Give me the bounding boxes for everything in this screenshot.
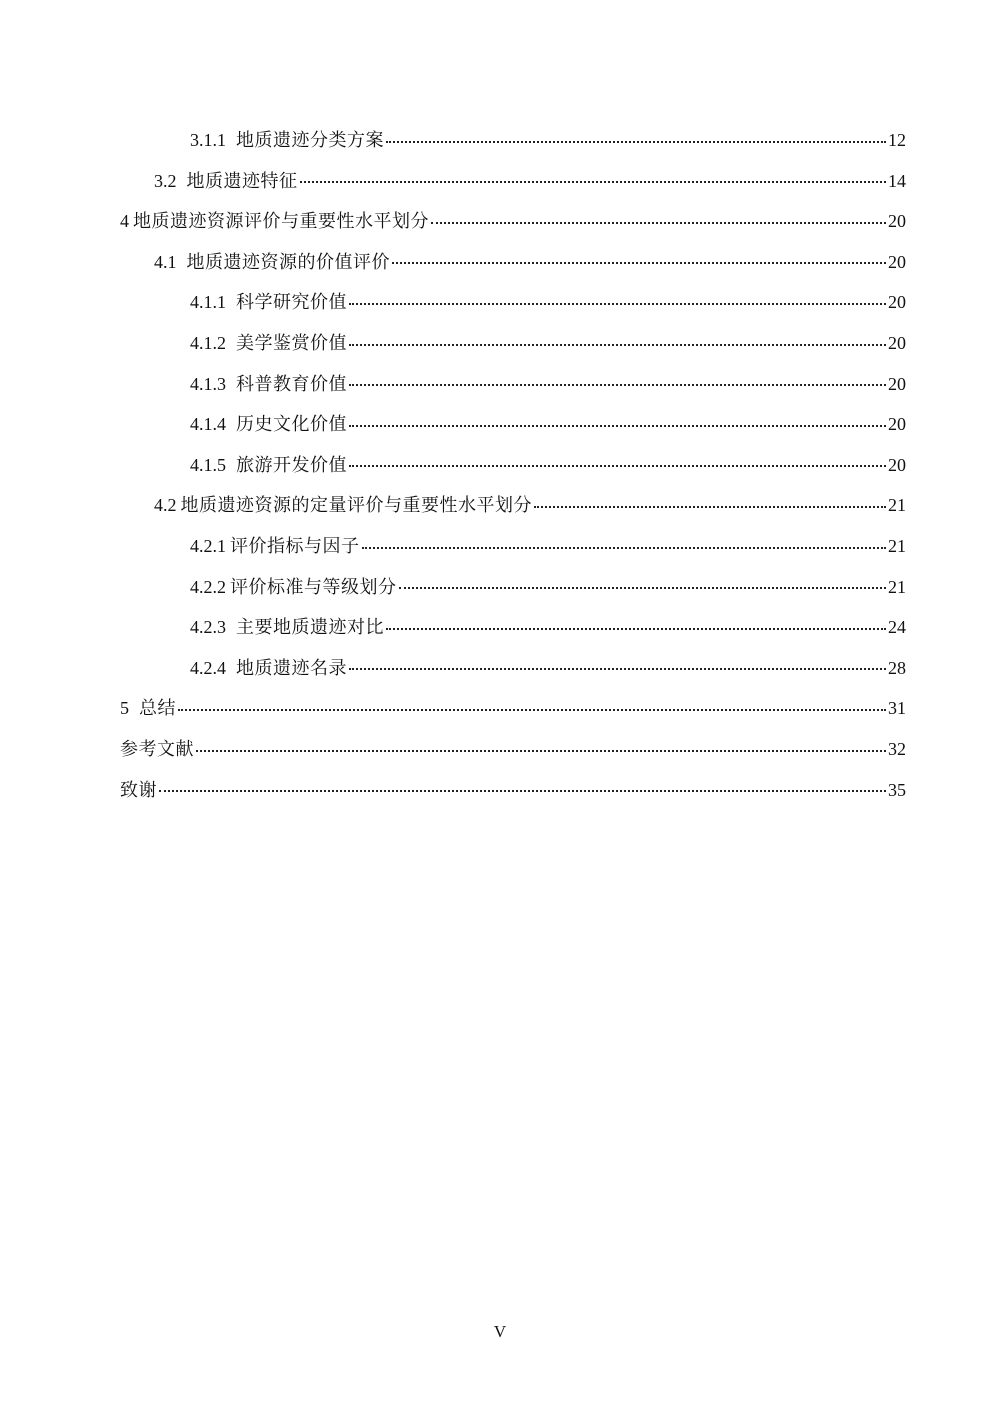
toc-dot-leader — [300, 179, 887, 183]
toc-entry-page: 20 — [888, 292, 906, 313]
toc-dot-leader — [431, 220, 886, 224]
toc-entry-title: 地质遗迹资源的定量评价与重要性水平划分 — [180, 495, 532, 516]
toc-entry-number: 4.1 — [154, 251, 177, 272]
toc-dot-leader — [534, 504, 886, 508]
toc-entry-number: 4.1.5 — [190, 454, 226, 475]
toc-entry-page: 32 — [888, 738, 906, 759]
toc-entry-title: 地质遗迹资源评价与重要性水平划分 — [133, 211, 429, 232]
toc-entry[interactable] — [120, 729, 906, 770]
toc-entry-page: 20 — [888, 211, 906, 232]
toc-entry-page: 14 — [888, 170, 906, 191]
toc-entry-number: 4 — [120, 211, 129, 232]
toc-entry-title: 旅游开发价值 — [236, 454, 347, 475]
toc-entry-number: 4.1.1 — [190, 292, 226, 313]
toc-entry-number: 4.1.4 — [190, 414, 226, 435]
toc-dot-leader — [392, 260, 886, 264]
toc-dot-leader — [349, 463, 886, 467]
toc-entry-number: 4.1.3 — [190, 373, 226, 394]
toc-entry-number: 5 — [120, 698, 129, 719]
toc-entry-page: 12 — [888, 130, 906, 150]
toc-dot-leader — [159, 788, 886, 792]
toc-entry-number: 4.2.2 — [190, 576, 226, 597]
toc-entry-title: 地质遗迹分类方案 — [236, 130, 384, 150]
toc-entry-title: 地质遗迹名录 — [236, 657, 347, 678]
toc-entry[interactable] — [120, 688, 906, 729]
toc-dot-leader — [362, 545, 887, 549]
toc-dot-leader — [386, 139, 886, 143]
toc-entry-page: 24 — [888, 617, 906, 638]
toc-entry-title: 主要地质遗迹对比 — [236, 617, 384, 638]
toc-dot-leader — [349, 423, 886, 427]
toc-entry-page: 20 — [888, 251, 906, 272]
toc-entry[interactable] — [120, 201, 906, 242]
toc-entry-page: 20 — [888, 332, 906, 353]
toc-entry[interactable] — [120, 526, 906, 567]
toc-entry[interactable] — [120, 648, 906, 689]
toc-entry-number: 4.2.3 — [190, 617, 226, 638]
toc-entry-title: 科普教育价值 — [236, 373, 347, 394]
toc-entry-title: 历史文化价值 — [236, 414, 347, 435]
toc-entry-number: 4.2.1 — [190, 535, 226, 556]
toc-dot-leader — [349, 382, 886, 386]
toc-dot-leader — [178, 707, 886, 711]
toc-entry-title: 评价指标与因子 — [230, 535, 360, 556]
page-number: V — [493, 1322, 507, 1341]
toc-entry[interactable] — [120, 445, 906, 486]
toc-dot-leader — [196, 748, 886, 752]
toc-entry-number: 4.2 — [154, 495, 177, 516]
toc-entry-page: 31 — [888, 698, 906, 719]
toc-entry-title: 致谢 — [120, 779, 157, 800]
toc-entry-page: 21 — [888, 535, 906, 556]
toc-entry-title: 评价标准与等级划分 — [230, 576, 397, 597]
toc-entry-title: 科学研究价值 — [236, 292, 347, 313]
toc-entry-title: 参考文献 — [120, 738, 194, 759]
toc-entry[interactable] — [120, 282, 906, 323]
toc-entry-title: 地质遗迹特征 — [186, 170, 298, 191]
toc-entry[interactable] — [120, 607, 906, 648]
toc-entry-page: 21 — [888, 495, 906, 516]
toc-entry[interactable] — [120, 364, 906, 405]
toc-entry-title: 地质遗迹资源的价值评价 — [186, 251, 390, 272]
toc-entry[interactable] — [120, 485, 906, 526]
toc-entry-title: 美学鉴赏价值 — [236, 332, 347, 353]
toc-dot-leader — [386, 626, 886, 630]
toc-entry-page: 20 — [888, 414, 906, 435]
toc-entry-number: 3.2 — [154, 170, 177, 191]
toc-entry-page: 35 — [888, 779, 906, 800]
toc-entry[interactable] — [120, 120, 906, 161]
toc-entry[interactable] — [120, 404, 906, 445]
toc-entry-number: 3.1.1 — [190, 130, 226, 150]
toc-entry-page: 20 — [888, 373, 906, 394]
toc-entry[interactable] — [120, 161, 906, 202]
toc-entry[interactable] — [120, 567, 906, 608]
toc-dot-leader — [349, 342, 886, 346]
toc-dot-leader — [399, 585, 887, 589]
toc-entry-number: 4.1.2 — [190, 332, 226, 353]
toc-entry[interactable] — [120, 242, 906, 283]
toc-entry[interactable] — [120, 323, 906, 364]
toc-entry-page: 20 — [888, 454, 906, 475]
toc-entry-page: 21 — [888, 576, 906, 597]
toc-entry-page: 28 — [888, 657, 906, 678]
toc-entry-number: 4.2.4 — [190, 657, 226, 678]
toc-entry-title: 总结 — [139, 698, 176, 719]
table-of-contents — [120, 120, 906, 810]
toc-dot-leader — [349, 301, 886, 305]
toc-dot-leader — [349, 666, 886, 670]
toc-entry[interactable] — [120, 770, 906, 811]
